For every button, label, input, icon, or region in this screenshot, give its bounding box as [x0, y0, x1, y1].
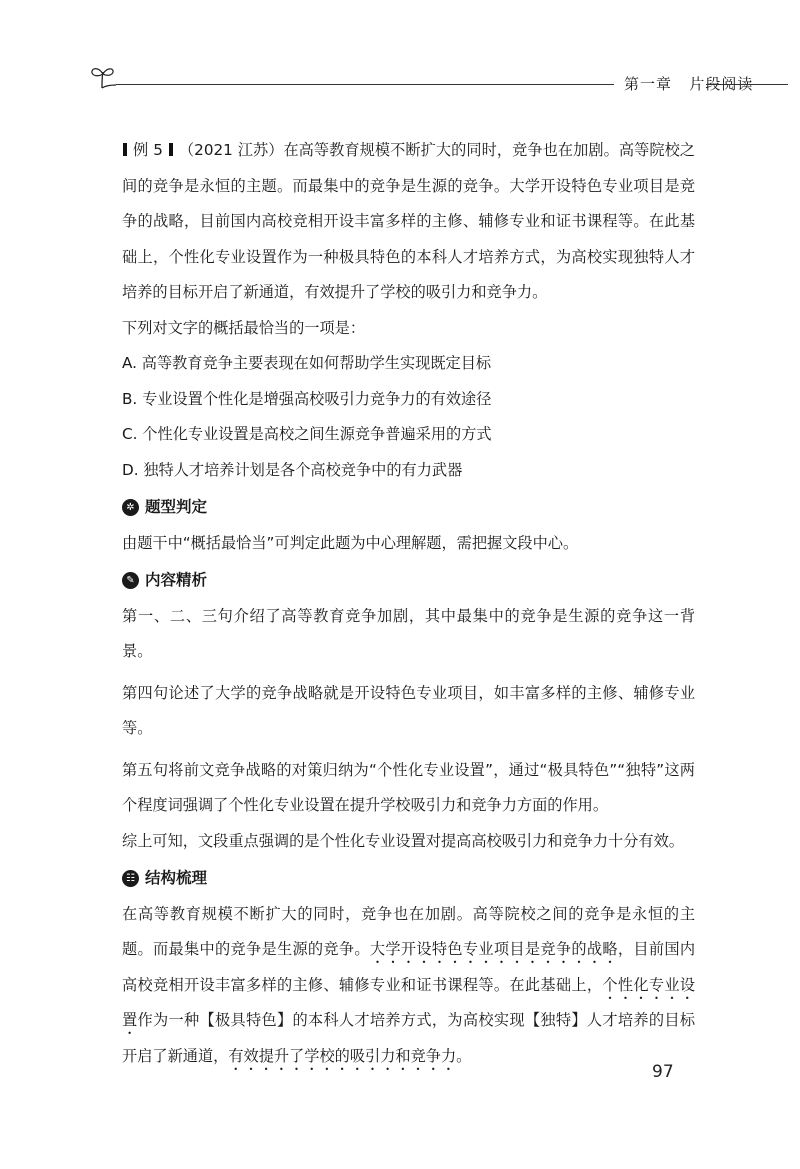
- option-d: D. 独特人才培养计划是各个高校竞争中的有力武器: [122, 460, 463, 479]
- chapter-label: 第一章: [624, 75, 673, 93]
- section-type-text: 由题干中“概括最恰当”可判定此题为中心理解题，需把握文段中心。: [122, 533, 579, 552]
- option-c: C. 个性化专业设置是高校之间生源竞争普遍采用的方式: [122, 425, 492, 443]
- example-paragraph: [122, 133, 695, 311]
- pen-badge-icon: ✎: [122, 572, 139, 589]
- structure-seg-7: 。: [456, 1046, 472, 1065]
- structure-badge-icon: ☷: [122, 870, 139, 887]
- question-stem: 下列对文字的概括最恰当的一项是：: [122, 318, 365, 337]
- section-structure-heading: [122, 861, 695, 897]
- option-a: A. 高等教育竞争主要表现在如何帮助学生实现既定目标: [122, 354, 492, 372]
- section-label: 片段阅读: [689, 75, 754, 93]
- option-b: B. 专业设置个性化是增强高校吸引力竞争力的有效途径: [122, 389, 492, 408]
- example-tag: 例 5: [133, 141, 163, 159]
- page-content: [122, 133, 695, 1074]
- page-number: 97: [652, 1062, 674, 1082]
- section-analysis-heading: [122, 563, 695, 599]
- analysis-paragraph-4: 综上可知，文段重点强调的是个性化专业设置对提高高校吸引力和竞争力十分有效。: [122, 831, 684, 850]
- gear-badge-icon: ✲: [122, 499, 139, 516]
- example-bar-right-icon: [169, 143, 173, 156]
- section-structure-title: 结构梳理: [145, 869, 208, 887]
- sprout-icon: [88, 62, 118, 92]
- structure-seg-1: 在高等教育规模不断扩大的同时，竞争也在加剧。高等院校之间的竞争是永恒的主题。而最集中的竞争是生源的竞争。: [122, 904, 695, 958]
- section-type-heading: [122, 490, 695, 526]
- analysis-paragraph-2: 第四句论述了大学的竞争战略就是开设特色专业项目，如丰富多样的主修、辅修专业等。: [122, 683, 695, 737]
- structure-seg-5: 作为一种【极具特色】的本科人才培养方式，为高校实现【独特】人才培养的目标开启了新通道，: [122, 1011, 696, 1065]
- example-bar-left-icon: [123, 143, 127, 156]
- analysis-paragraph-3: 第五句将前文竞争战略的对策归纳为“个性化专业设置”，通过“极具特色”“独特”这两个程度词强调了个性化专业设置在提升学校吸引力和竞争力方面的作用。: [122, 760, 695, 814]
- structure-seg-3: ，目前国内高校竞相开设丰富多样的主修、辅修专业和证书课程等。在此基础上，: [122, 940, 696, 994]
- example-source: （2021 江苏）: [178, 141, 284, 159]
- section-type-title: 题型判定: [145, 498, 208, 516]
- structure-emphasis-strategy: 大学开设特色专业项目是竞争的战略: [369, 940, 618, 958]
- header-rule-right: [706, 84, 788, 85]
- header-rule-left: [116, 84, 614, 85]
- analysis-paragraph-1: 第一、二、三句介绍了高等教育竞争加剧，其中最集中的竞争是生源的竞争这一背景。: [122, 606, 695, 660]
- example-body: 在高等教育规模不断扩大的同时，竞争也在加剧。高等院校之间的竞争是永恒的主题。而最集中的竞争是生源的竞争。大学开设特色专业项目是竞争的战略，目前国内高校竞相开设丰富多样的主修、辅修专业和证书课程等。在此基础上，个性化专业设置作为一种极具特色的本科人才培养方式，为高校实现独特人才培养的目标开启了新通道，有效提升了学校的吸引力和竞争力。: [122, 141, 695, 301]
- structure-paragraph: [122, 897, 695, 1075]
- page-header: [88, 62, 788, 102]
- structure-emphasis-personalized: 个性化专业设置: [122, 975, 696, 1029]
- structure-emphasis-result: 有效提升了学校的吸引力和竞争力: [228, 1046, 457, 1065]
- section-analysis-title: 内容精析: [145, 571, 208, 589]
